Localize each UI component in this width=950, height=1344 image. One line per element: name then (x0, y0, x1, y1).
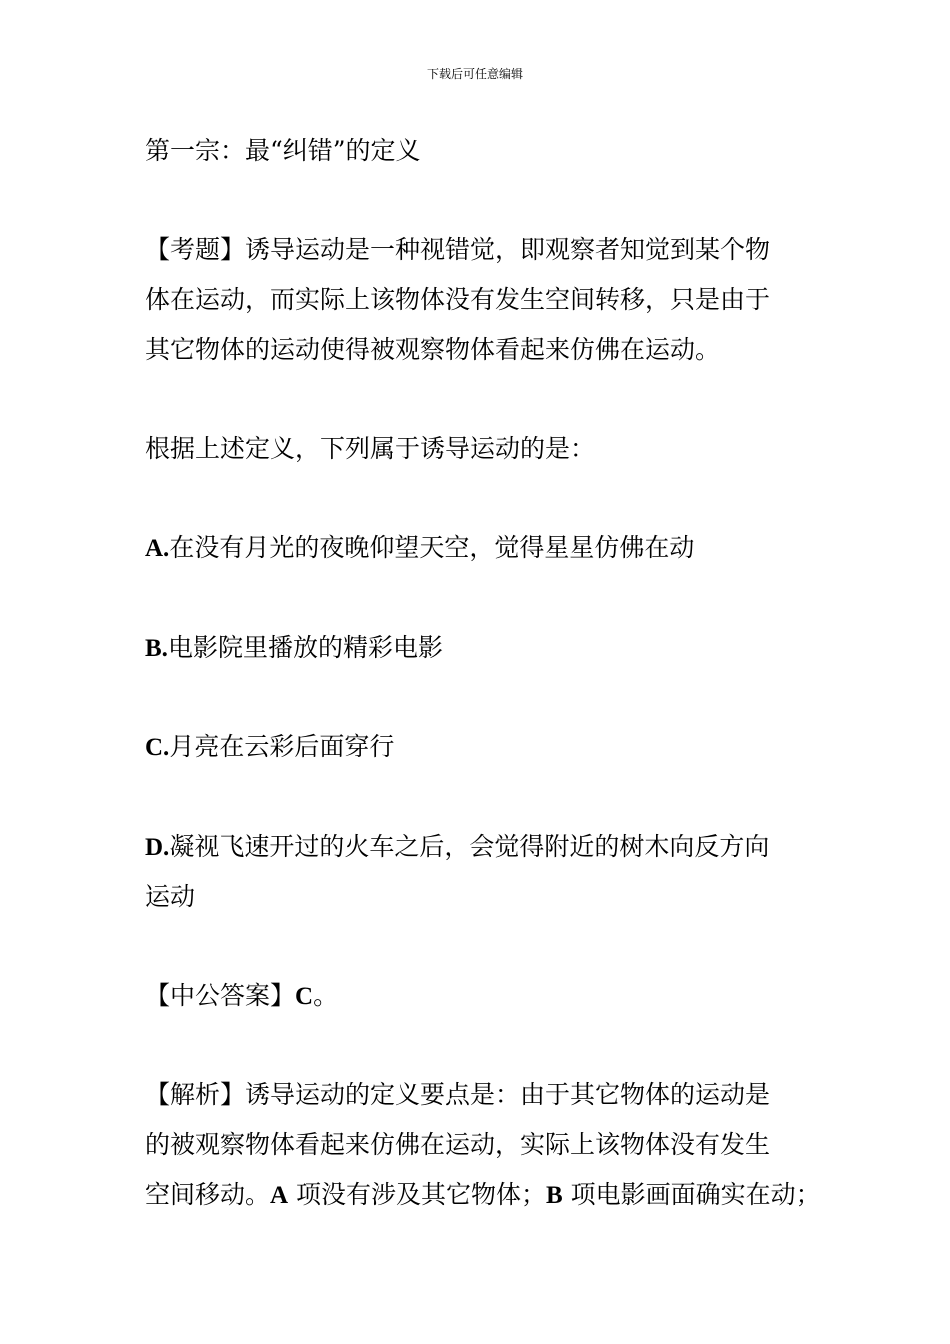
option-d-label: D. (145, 834, 170, 861)
option-c-text: 月亮在云彩后面穿行 (169, 732, 395, 761)
option-a-label: A. (145, 535, 170, 562)
option-b-text: 电影院里播放的精彩电影 (167, 633, 443, 662)
question-line-2: 体在运动，而实际上该物体没有发生空间转移，只是由于 (145, 285, 771, 314)
question-prompt: 根据上述定义，下列属于诱导运动的是： (145, 434, 596, 463)
analysis-option-b-ref: B (546, 1182, 563, 1209)
option-d (145, 822, 825, 873)
page-header: 下载后可任意编辑 (426, 67, 523, 81)
answer (145, 971, 825, 1022)
option-c-label: C. (145, 734, 170, 761)
option-c (145, 722, 825, 773)
option-b (145, 623, 825, 674)
answer-end: 。 (313, 981, 339, 1010)
option-a-text: 在没有月光的夜晚仰望天空，觉得星星仿佛在动 (169, 533, 695, 562)
answer-value: C (295, 983, 314, 1010)
option-d-text-1: 凝视飞速开过的火车之后，会觉得附近的树木向反方向 (169, 832, 770, 861)
analysis-option-a-ref: A (270, 1182, 289, 1209)
analysis-line-3-pre: 空间移动。 (145, 1180, 271, 1209)
analysis-line-2: 的被观察物体看起来仿佛在运动，实际上该物体没有发生 (145, 1130, 771, 1159)
option-d-continued: 运动 (145, 882, 196, 911)
question-line-3: 其它物体的运动使得被观察物体看起来仿佛在运动。 (145, 335, 721, 364)
analysis-line-3-post: 项电影画面确实在动； (562, 1180, 821, 1209)
option-a (145, 523, 825, 574)
section-title: 第一宗：最“纠错”的定义 (145, 136, 421, 165)
option-b-label: B. (145, 635, 168, 662)
analysis-line-1: 【解析】诱导运动的定义要点是：由于其它物体的运动是 (145, 1080, 771, 1109)
analysis-line-3-mid: 项没有涉及其它物体； (288, 1180, 547, 1209)
question-line-1: 【考题】诱导运动是一种视错觉，即观察者知觉到某个物 (145, 235, 771, 264)
analysis-line-3 (145, 1170, 825, 1221)
answer-label: 【中公答案】 (145, 981, 296, 1010)
